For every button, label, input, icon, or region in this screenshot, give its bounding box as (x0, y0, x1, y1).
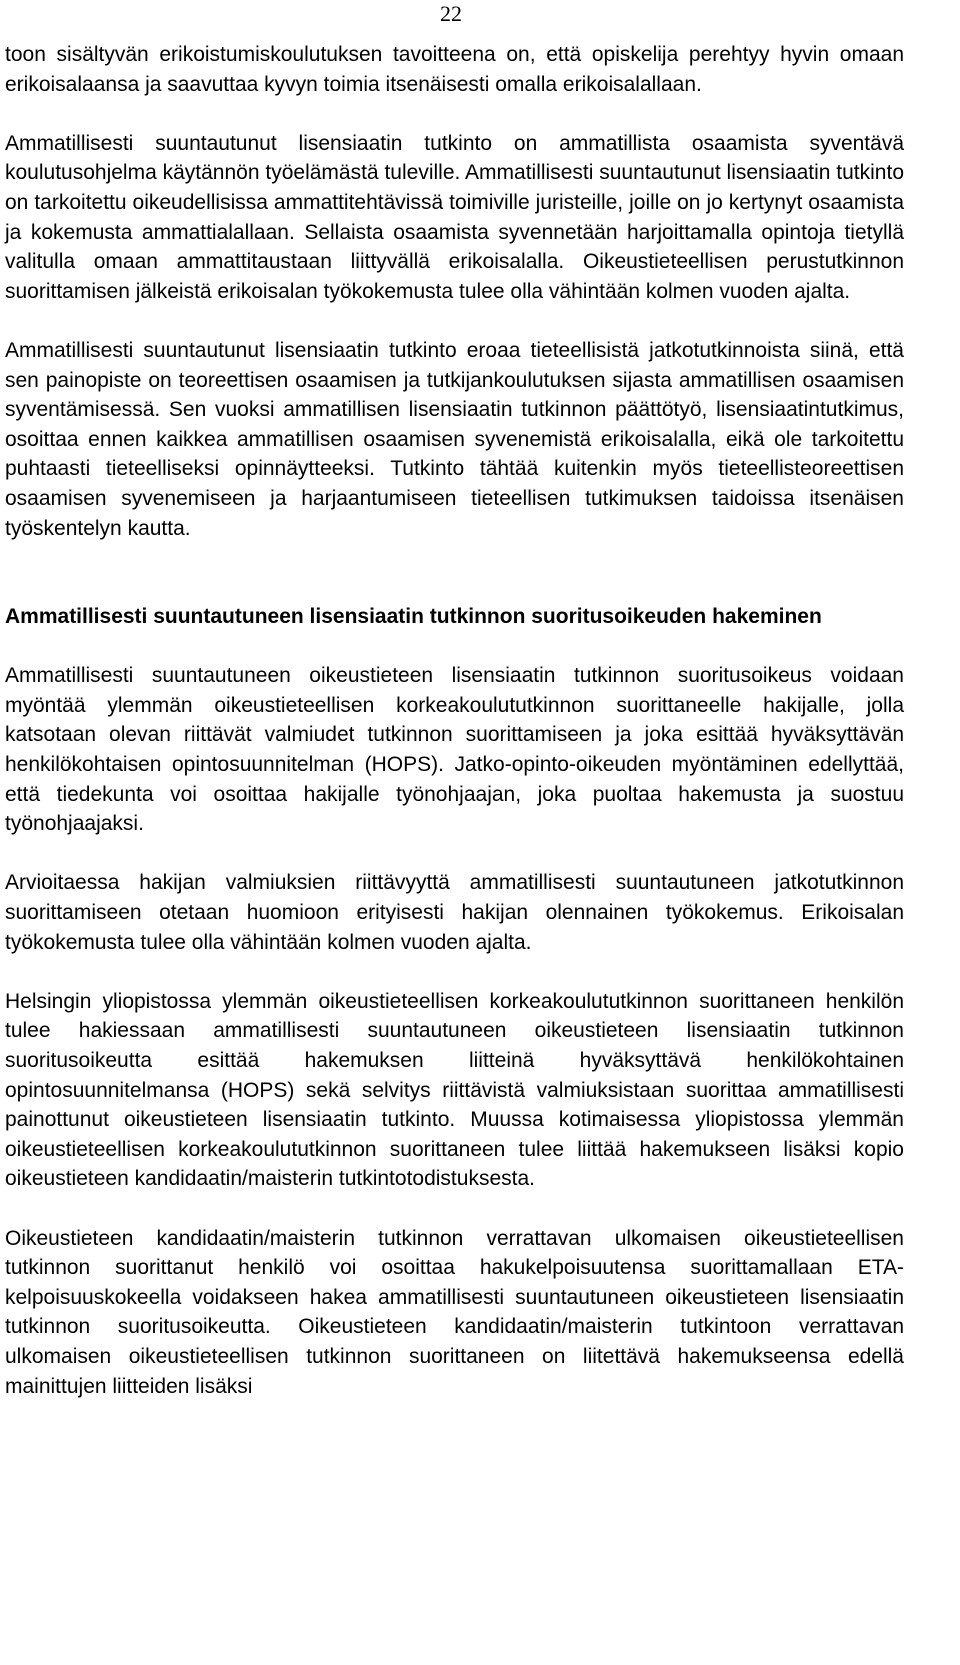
page-number: 22 (440, 1, 462, 26)
paragraph: Ammatillisesti suuntautuneen oikeustieteen lisensiaatin tutkinnon suoritusoikeus voidaan myöntää ylemmän oikeustieteellisen korkeakoulututkinnon suorittaneelle hakijalle, jolla katsotaan olevan riittävät valmiudet tutkinnon suorittamiseen ja joka esittää hyväksyttävän henkilökohtaisen opintosuunnitelman (HOPS). Jatko-opinto-oikeuden myöntäminen edellyttää, että tiedekunta voi osoittaa hakijalle työnohjaajan, joka puoltaa hakemusta ja suostuu työnohjaajaksi. (5, 664, 904, 836)
paragraph: Oikeustieteen kandidaatin/maisterin tutkinnon verrattavan ulkomaisen oikeustieteellisen tutkinnon suorittanut henkilö voi osoittaa hakukelpoisuutensa suorittamallaan ETA-kelpoisuuskokeella voidakseen hakea ammatillisesti suuntautuneen oikeustieteen lisensiaatin tutkinnon suoritusoikeutta. Oikeustieteen kandidaatin/maisterin tutkintoon verrattavan ulkomaisen oikeustieteellisen tutkinnon suorittaneen on liitettävä hakemukseensa edellä mainittujen liitteiden lisäksi (5, 1226, 904, 1398)
document-body (5, 40, 904, 1431)
paragraph: toon sisältyvän erikoistumiskoulutuksen tavoitteena on, että opiskelija perehtyy hyvin omaan erikoisalaansa ja saavuttaa kyvyn toimia itsenäisesti omalla erikoisalallaan. (5, 43, 904, 96)
paragraph: Ammatillisesti suuntautunut lisensiaatin tutkinto on ammatillista osaamista syventävä koulutusohjelma käytännön työelämästä tuleville. Ammatillisesti suuntautunut lisensiaatin tutkinto on tarkoitettu oikeudellisissa ammattitehtävissä toimiville juristeille, joille on jo kertynyt osaamista ja kokemusta ammattialallaan. Sellaista osaamista syvennetään harjoittamalla opintoja tietyllä valitulla omaan ammattitaustaan liittyvällä erikoisalalla. Oikeustieteellisen perustutkinnon suorittamisen jälkeistä erikoisalan työkokemusta tulee olla vähintään kolmen vuoden ajalta. (5, 131, 904, 303)
paragraph: Arvioitaessa hakijan valmiuksien riittävyyttä ammatillisesti suuntautuneen jatkotutkinnon suorittamiseen otetaan huomioon erityisesti hakijan olennainen työkokemus. Erikoisalan työkokemusta tulee olla vähintään kolmen vuoden ajalta. (5, 871, 904, 954)
paragraph: Ammatillisesti suuntautunut lisensiaatin tutkinto eroaa tieteellisistä jatkotutkinnoista siinä, että sen painopiste on teoreettisen osaamisen ja tutkijankoulutuksen sijasta ammatillisen osaamisen syventämisessä. Sen vuoksi ammatillisen lisensiaatin tutkinnon päättötyö, lisensiaatintutkimus, osoittaa ennen kaikkea ammatillisen osaamisen syvenemistä erikoisalalla, eikä ole tarkoitettu puhtaasti tieteelliseksi opinnäytteeksi. Tutkinto tähtää kuitenkin myös tieteellisteoreettisen osaamisen syvenemiseen ja harjaantumiseen tieteellisen tutkimuksen taidoissa itsenäisen työskentelyn kautta. (5, 338, 904, 540)
section-heading: Ammatillisesti suuntautuneen lisensiaatin tutkinnon suoritusoikeuden hakeminen (5, 605, 822, 629)
paragraph: Helsingin yliopistossa ylemmän oikeustieteellisen korkeakoulututkinnon suorittaneen henkilön tulee hakiessaan ammatillisesti suuntautuneen oikeustieteen lisensiaatin tutkinnon suoritusoikeutta esittää hakemuksen liitteinä hyväksyttävä henkilökohtainen opintosuunnitelmansa (HOPS) sekä selvitys riittävistä valmiuksistaan suorittaa ammatillisesti painottunut oikeustieteen lisensiaatin tutkinto. Muussa kotimaisessa yliopistossa ylemmän oikeustieteellisen korkeakoulututkinnon suorittaneen tulee liittää hakemukseen lisäksi kopio oikeustieteen kandidaatin/maisterin tutkintotodistuksesta. (5, 989, 904, 1191)
